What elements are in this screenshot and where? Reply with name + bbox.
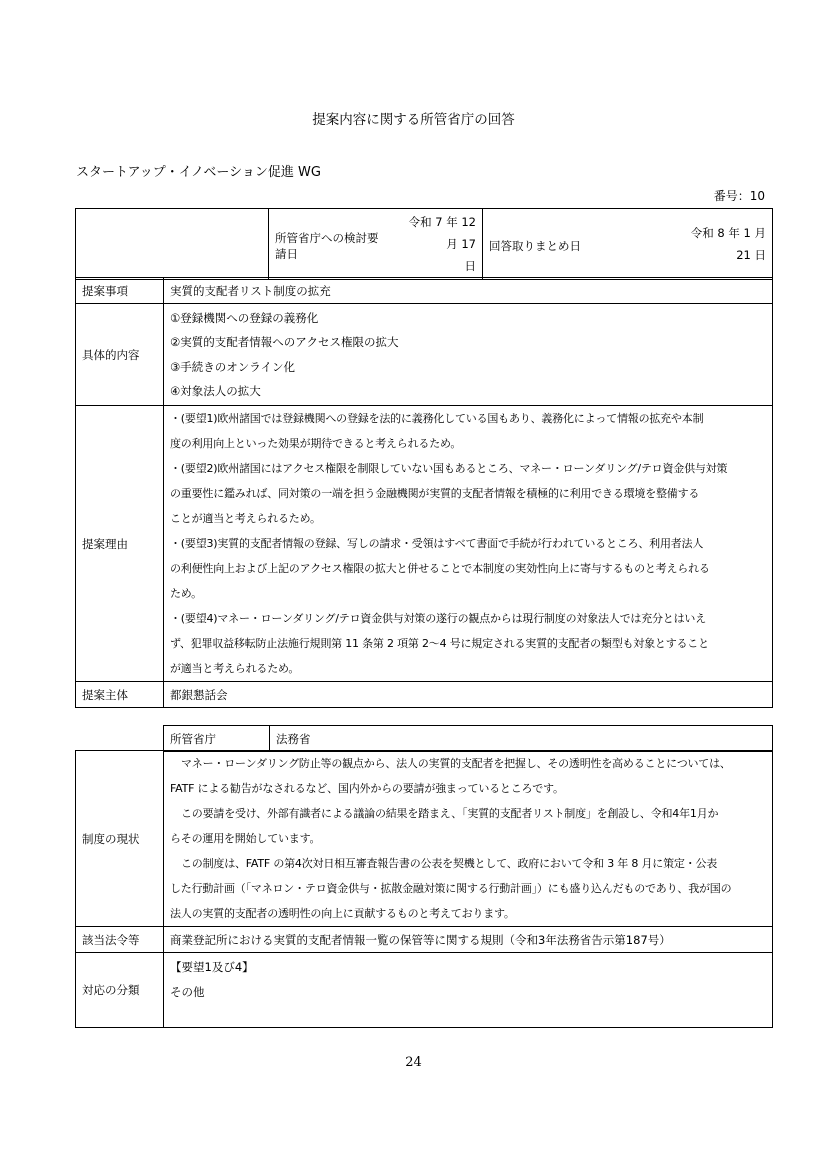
reason-line: ・(要望3)実質的支配者情報の登録、写しの請求・受領はすべて書面で手続が行われているところ、利用者法人 bbox=[170, 537, 704, 550]
reason-line: ・(要望4)マネー・ローンダリング/テロ資金供与対策の遂行の観点からは現行制度の対象法人では充分とはいえ bbox=[170, 612, 707, 625]
category-head: 【要望1及び4】 bbox=[170, 960, 254, 974]
status-line: FATF による勧告がなされるなど、国内外からの要請が強まっているところです。 bbox=[170, 782, 564, 795]
date-table bbox=[75, 208, 773, 280]
answer-date-value-2: 21 日 bbox=[736, 248, 766, 262]
proposer-label: 提案主体 bbox=[76, 682, 164, 708]
request-date-value-2: 日 bbox=[464, 259, 476, 273]
status-line: この制度は、FATF の第4次対日相互審査報告書の公表を契機として、政府において令和 3 年 8 月に策定・公表 bbox=[181, 857, 718, 870]
subject-value: 実質的支配者リスト制度の拡充 bbox=[164, 278, 773, 304]
reason-label: 提案理由 bbox=[76, 406, 164, 682]
status-line: らその運用を開始しています。 bbox=[170, 832, 321, 845]
content-item: ④対象法人の拡大 bbox=[170, 384, 261, 398]
proposal-table bbox=[75, 277, 773, 708]
status-line: マネー・ローンダリング防止等の観点から、法人の実質的支配者を把握し、その透明性を高めることについては、 bbox=[181, 757, 731, 770]
reason-line: ことが適当と考えられるため。 bbox=[170, 512, 321, 525]
category-value bbox=[164, 953, 773, 1028]
subject-label: 提案事項 bbox=[76, 278, 164, 304]
status-line: この要請を受け、外部有識者による議論の結果を踏まえ、「実質的支配者リスト制度」を創設し、令和4年1月か bbox=[181, 807, 719, 820]
content-label: 具体的内容 bbox=[76, 304, 164, 406]
reason-line: 度の利用向上といった効果が期待できると考えられるため。 bbox=[170, 437, 462, 450]
status-label: 制度の現状 bbox=[76, 751, 164, 927]
content-value bbox=[164, 304, 773, 406]
ministry-table bbox=[163, 725, 773, 752]
reason-line: の重要性に鑑みれば、同対策の一端を担う金融機関が実質的支配者情報を積極的に利用できる環境を整備する bbox=[170, 487, 700, 500]
page-title: 提案内容に関する所管省庁の回答 bbox=[312, 112, 515, 128]
ministry-label: 所管省庁 bbox=[164, 726, 270, 752]
law-value: 商業登記所における実質的支配者情報一覧の保管等に関する規則（令和3年法務省告示第187号） bbox=[164, 927, 773, 953]
proposer-value: 都銀懇話会 bbox=[164, 682, 773, 708]
reason-value bbox=[164, 406, 773, 682]
date-empty-cell bbox=[76, 209, 269, 280]
reason-line: ・(要望1)欧州諸国では登録機関への登録を法的に義務化している国もあり、義務化によって情報の拡充や本制 bbox=[170, 412, 704, 425]
content-item: ①登録機関への登録の義務化 bbox=[170, 310, 319, 325]
reason-line: ・(要望2)欧州諸国にはアクセス権限を制限していない国もあるところ、マネー・ローンダリング/テロ資金供与対策 bbox=[170, 462, 728, 475]
category-label: 対応の分類 bbox=[76, 953, 164, 1028]
answer-date-label: 回答取りまとめ日 bbox=[483, 209, 616, 280]
law-label: 該当法令等 bbox=[76, 927, 164, 953]
reason-line: ため。 bbox=[170, 587, 202, 600]
ministry-value: 法務省 bbox=[270, 726, 773, 752]
wg-name: スタートアップ・イノベーション促進 WG bbox=[76, 165, 321, 180]
reason-line: が適当と考えられるため。 bbox=[170, 662, 300, 675]
request-date-value-1: 令和 7 年 12 月 17 bbox=[408, 215, 476, 251]
content-item: ②実質的支配者情報へのアクセス権限の拡大 bbox=[170, 335, 399, 349]
status-line: した行動計画（「マネロン・テロ資金供与・拡散金融対策に関する行動計画」）にも盛り込んだものであり、我が国の bbox=[170, 882, 732, 895]
reason-line: ず、犯罪収益移転防止法施行規則第 11 条第 2 項第 2～4 号に規定される実質的支配者の類型も対象とすること bbox=[170, 637, 709, 650]
content-item: ③手続きのオンライン化 bbox=[170, 359, 295, 374]
answer-date-value bbox=[615, 209, 773, 280]
status-line: 法人の実質的支配者の透明性の向上に貢献するものと考えております。 bbox=[170, 907, 515, 920]
request-date-label: 所管省庁への検討要請日 bbox=[269, 209, 393, 280]
reason-line: の利便性向上および上記のアクセス権限の拡大と併せることで本制度の実効性向上に寄与するものと考えられる bbox=[170, 562, 710, 575]
request-date-value bbox=[392, 209, 483, 280]
answer-date-value-1: 令和 8 年 1 月 bbox=[690, 226, 766, 240]
page-number: 24 bbox=[405, 1055, 422, 1070]
category-text: その他 bbox=[170, 985, 205, 999]
proposal-number: 番号：10 bbox=[713, 189, 765, 203]
answer-table bbox=[75, 750, 773, 1028]
status-value bbox=[164, 751, 773, 927]
